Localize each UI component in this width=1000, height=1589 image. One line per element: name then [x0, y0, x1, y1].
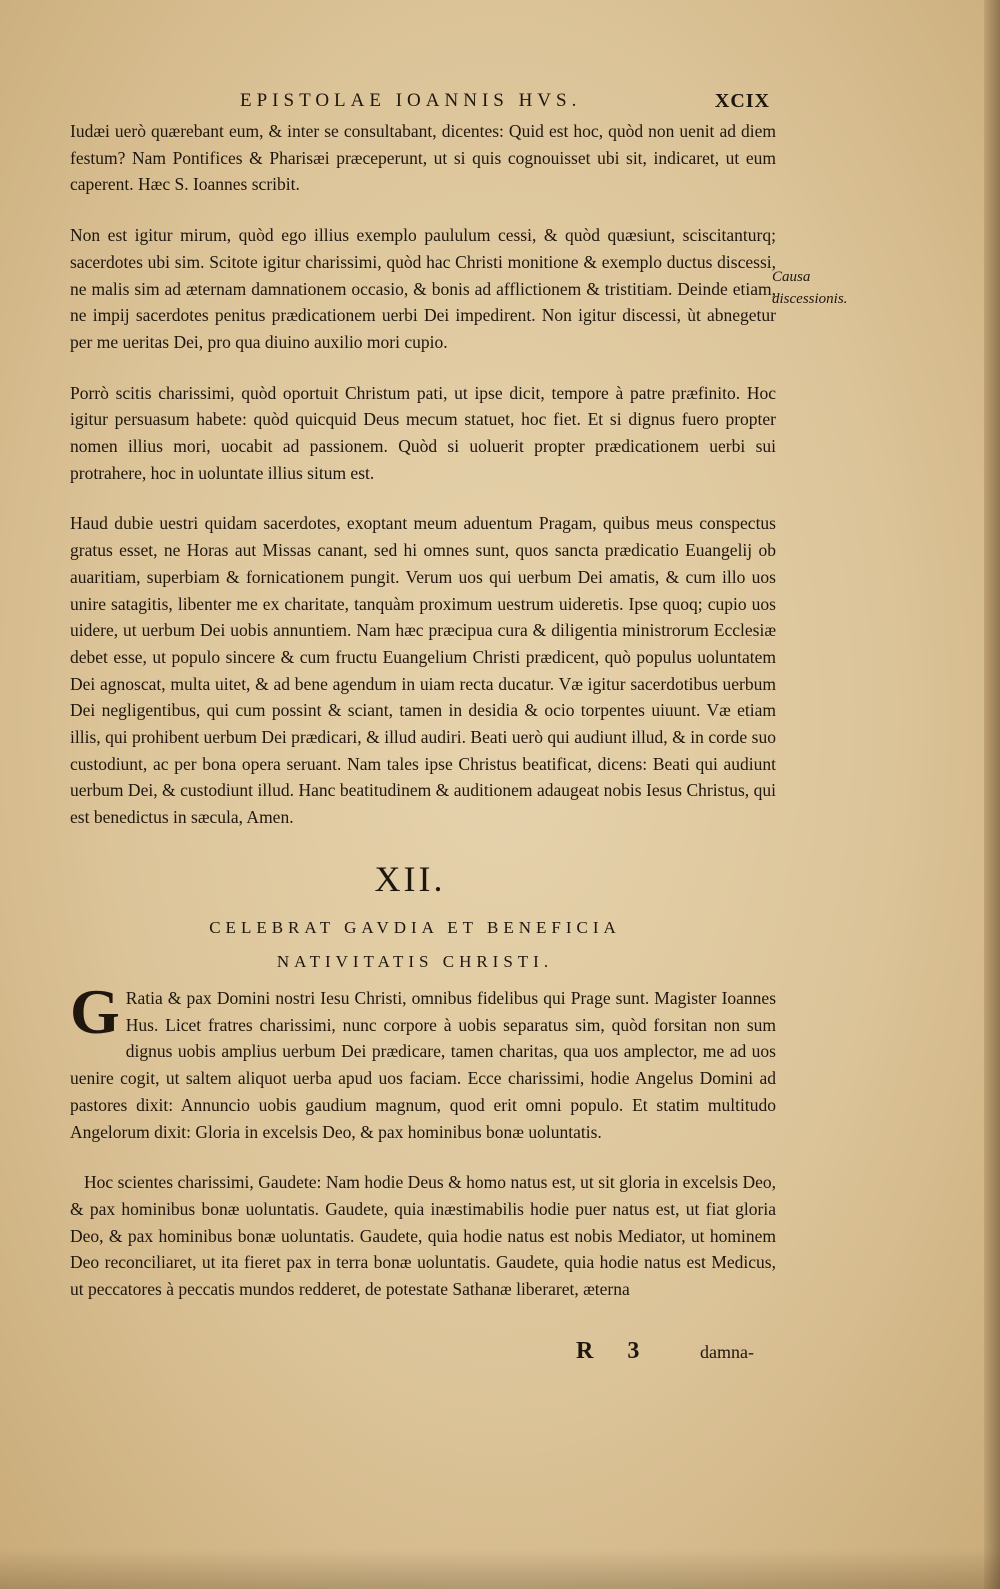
- chapter-subtitle-line-1: CELEBRAT GAVDIA ET BENEFICIA: [209, 918, 621, 937]
- chapter-subtitle-line-2: NATIVITATIS CHRISTI.: [276, 952, 554, 971]
- running-head: [240, 90, 770, 120]
- letter-text-block: [70, 976, 776, 1303]
- letter-paragraph-2: Hoc scientes charissimi, Gaudete: Nam hodie Deus & homo natus est, ut sit gloria in excelsis Deo, & pax hominibus bonæ uoluntatis. Gaudete, quia inæstimabilis hodie puer natus est, ut fiat gloria Deo, & pax hominibus bonæ uoluntatis. Gaudete, quia hodie natus est nobis Mediator, ut hominem Deo reconciliaret, ut ita fieret pax in terra bonæ uoluntatis. Gaudete, quia hodie natus est Medicus, ut peccatores à peccatis mundos redderet, de potestate Sathanæ liberaret, æterna: [70, 1172, 776, 1300]
- paragraph-1: Iudæi uerò quærebant eum, & inter se consultabant, dicentes: Quid est hoc, quòd non uenit ad diem festum? Nam Pontifices & Pharisæi præceperunt, ut si quis cognouisset ubi sit, indicaret, ut eum caperent. Hæc S. Ioannes scribit.: [70, 121, 776, 195]
- paragraph-4: Haud dubie uestri quidam sacerdotes, exoptant meum aduentum Pragam, quibus meus conspectus gratus esset, ne Horas aut Missas canant, sed hi omnes sunt, quos sancta prædicatio Euangelij ob auaritiam, superbiam & fornicationem pungit. Verum uos qui uerbum Dei amatis, & cum illo uos unire satagitis, libenter me ex charitate, tanquàm proximum uestrum uideretis. Ipse quoq; cupio uos uidere, ut uerbum Dei uobis annuntiem. Nam hæc præcipua cura & diligentia ministrorum Ecclesiæ debet esse, ut populo sincere & cum fructu Euangelium Christi prædicent, quò populus uoluntatem Dei agnoscat, multa uitet, & ad bene agendum in uiam recta ducatur. Væ igitur sacerdotibus uerbum Dei negligentibus, qui cum possint & sciant, tamen in desidia & ocio torpentes uiuunt. Væ etiam illis, qui prohibent uerbum Dei prædicari, & illud audiri. Beati uerò qui audiunt illud, & in corde suo custodiunt, ac per bona opera seruant. Nam tales ipse Christus beatificat, dicens: Beati qui audiunt uerbum Dei, & custodiunt illud. Hanc beatitudinem & auditionem adaugeat nobis Iesus Christus, qui est benedictus in sæcula, Amen.: [70, 513, 776, 828]
- paragraph-2: Non est igitur mirum, quòd ego illius exemplo paululum cessi, & quòd quæsiunt, sciscitanturq; sacerdotes ubi sim. Scitote igitur charissimi, quòd hac Christi monitione & exemplo ductus discessi, ne malis sim ad æternam damnationem occasio, & bonis ad afflictionem & tristitiam. Deinde etiam, ne impij sacerdotes penitus prædicationem uerbi Dei impedirent. Non igitur discessi, ùt abnegetur per me ueritas Dei, pro qua diuino auxilio mori cupio.: [70, 225, 776, 352]
- chapter-number: XII.: [374, 859, 446, 899]
- paragraph-3: Porrò scitis charissimi, quòd oportuit Christum pati, ut ipse dicit, tempore à patre præfinito. Hoc igitur persuasum habete: quòd quicquid Deus mecum statuet, hoc fiet. Et si dignus fuero propter nomen illius mori, uocabit ad passionem. Quòd si uoluerit propter prædicationem uerbi sui protrahere, hoc in uoluntate illius situm est.: [70, 382, 776, 483]
- folio-number: XCIX: [714, 90, 770, 112]
- signature-mark: R 3: [576, 1338, 654, 1364]
- page-bottom-shadow: [0, 1549, 1000, 1589]
- letter-paragraph-1-text: Ratia & pax Domini nostri Iesu Christi, omnibus fidelibus qui Prage sunt. Magister Ioannes Hus. Licet fratres charissimi, nunc corpore à uobis separatus sim, quòd forsitan non sum dignus uobis amplius uerbum Dei prædicare, tamen charitas, qua uos amplector, me ad uos uenire cogit, ut saltem aliquot uerba apud uos faciam. Ecce charissimi, hodie Angelus Domini ad pastores dixit: Annuncio uobis gaudium magnum, quod erit omni populo. Et statim multitudo Angelorum dixit: Gloria in excelsis Deo, & pax hominibus bonæ uoluntatis.: [70, 988, 776, 1142]
- drop-cap: G: [70, 976, 120, 1047]
- main-text-block: [70, 118, 776, 831]
- running-title: EPISTOLAE IOANNIS HVS.: [240, 90, 582, 111]
- page-binding-edge: [984, 0, 1000, 1589]
- margin-note: Causa discessionis.: [772, 269, 848, 307]
- letter-paragraph-1: [70, 976, 776, 1145]
- catchword: damna-: [700, 1342, 754, 1362]
